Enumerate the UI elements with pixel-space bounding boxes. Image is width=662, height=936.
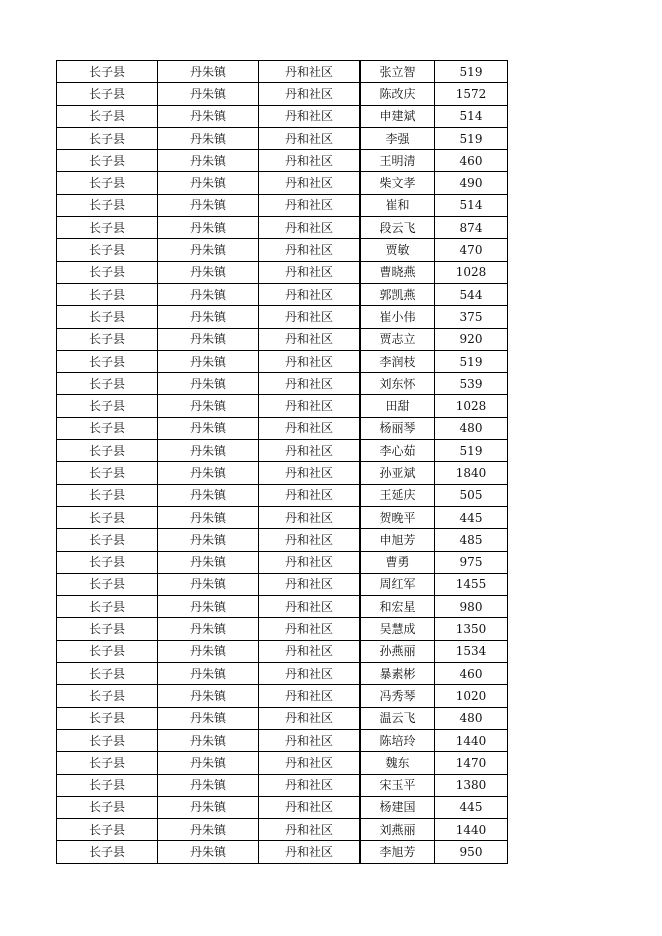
county-cell: 长子县 — [57, 819, 158, 841]
table-row — [57, 283, 508, 305]
amount-cell: 445 — [435, 506, 508, 528]
county-cell: 长子县 — [57, 506, 158, 528]
amount-cell: 485 — [435, 529, 508, 551]
table-row — [57, 484, 508, 506]
county-cell: 长子县 — [57, 83, 158, 105]
table-row — [57, 83, 508, 105]
amount-cell: 375 — [435, 306, 508, 328]
amount-cell: 470 — [435, 239, 508, 261]
community-cell: 丹和社区 — [259, 618, 361, 640]
community-cell: 丹和社区 — [259, 395, 361, 417]
person-name-cell: 刘燕丽 — [360, 819, 435, 841]
amount-cell: 519 — [435, 61, 508, 83]
town-cell: 丹朱镇 — [158, 841, 259, 863]
table-row — [57, 707, 508, 729]
person-name-cell: 李润枝 — [360, 350, 435, 372]
town-cell: 丹朱镇 — [158, 328, 259, 350]
person-name-cell: 杨建国 — [360, 796, 435, 818]
town-cell: 丹朱镇 — [158, 707, 259, 729]
town-cell: 丹朱镇 — [158, 640, 259, 662]
amount-cell: 1470 — [435, 752, 508, 774]
amount-cell: 920 — [435, 328, 508, 350]
amount-cell: 519 — [435, 127, 508, 149]
amount-cell: 514 — [435, 194, 508, 216]
table-row — [57, 551, 508, 573]
town-cell: 丹朱镇 — [158, 373, 259, 395]
community-cell: 丹和社区 — [259, 752, 361, 774]
town-cell: 丹朱镇 — [158, 663, 259, 685]
community-cell: 丹和社区 — [259, 729, 361, 751]
county-cell: 长子县 — [57, 440, 158, 462]
person-name-cell: 魏东 — [360, 752, 435, 774]
town-cell: 丹朱镇 — [158, 61, 259, 83]
amount-cell: 1028 — [435, 395, 508, 417]
county-cell: 长子县 — [57, 663, 158, 685]
amount-cell: 874 — [435, 217, 508, 239]
town-cell: 丹朱镇 — [158, 105, 259, 127]
table-row — [57, 306, 508, 328]
community-cell: 丹和社区 — [259, 217, 361, 239]
community-cell: 丹和社区 — [259, 328, 361, 350]
amount-cell: 950 — [435, 841, 508, 863]
person-name-cell: 曹晓燕 — [360, 261, 435, 283]
community-cell: 丹和社区 — [259, 61, 361, 83]
community-cell: 丹和社区 — [259, 105, 361, 127]
community-cell: 丹和社区 — [259, 596, 361, 618]
person-name-cell: 陈改庆 — [360, 83, 435, 105]
community-cell: 丹和社区 — [259, 283, 361, 305]
person-name-cell: 和宏星 — [360, 596, 435, 618]
table-row — [57, 596, 508, 618]
person-name-cell: 李强 — [360, 127, 435, 149]
town-cell: 丹朱镇 — [158, 529, 259, 551]
table-row — [57, 618, 508, 640]
person-name-cell: 张立智 — [360, 61, 435, 83]
community-cell: 丹和社区 — [259, 685, 361, 707]
person-name-cell: 孙亚斌 — [360, 462, 435, 484]
table-row — [57, 328, 508, 350]
table-row — [57, 127, 508, 149]
town-cell: 丹朱镇 — [158, 685, 259, 707]
amount-cell: 544 — [435, 283, 508, 305]
town-cell: 丹朱镇 — [158, 752, 259, 774]
town-cell: 丹朱镇 — [158, 462, 259, 484]
table-row — [57, 373, 508, 395]
table-row — [57, 796, 508, 818]
table-row — [57, 729, 508, 751]
amount-cell: 1440 — [435, 819, 508, 841]
county-cell: 长子县 — [57, 61, 158, 83]
community-cell: 丹和社区 — [259, 83, 361, 105]
county-cell: 长子县 — [57, 796, 158, 818]
county-cell: 长子县 — [57, 462, 158, 484]
amount-cell: 445 — [435, 796, 508, 818]
amount-cell: 1840 — [435, 462, 508, 484]
town-cell: 丹朱镇 — [158, 283, 259, 305]
county-cell: 长子县 — [57, 328, 158, 350]
town-cell: 丹朱镇 — [158, 127, 259, 149]
person-name-cell: 崔和 — [360, 194, 435, 216]
table-row — [57, 395, 508, 417]
community-cell: 丹和社区 — [259, 239, 361, 261]
community-cell: 丹和社区 — [259, 529, 361, 551]
table-row — [57, 640, 508, 662]
person-name-cell: 吴慧成 — [360, 618, 435, 640]
town-cell: 丹朱镇 — [158, 417, 259, 439]
community-cell: 丹和社区 — [259, 663, 361, 685]
person-name-cell: 宋玉平 — [360, 774, 435, 796]
town-cell: 丹朱镇 — [158, 440, 259, 462]
amount-cell: 519 — [435, 440, 508, 462]
community-cell: 丹和社区 — [259, 841, 361, 863]
county-cell: 长子县 — [57, 752, 158, 774]
town-cell: 丹朱镇 — [158, 729, 259, 751]
county-cell: 长子县 — [57, 194, 158, 216]
amount-cell: 460 — [435, 663, 508, 685]
town-cell: 丹朱镇 — [158, 484, 259, 506]
town-cell: 丹朱镇 — [158, 819, 259, 841]
amount-cell: 539 — [435, 373, 508, 395]
table-row — [57, 841, 508, 863]
community-cell: 丹和社区 — [259, 306, 361, 328]
town-cell: 丹朱镇 — [158, 796, 259, 818]
person-name-cell: 刘东怀 — [360, 373, 435, 395]
county-cell: 长子县 — [57, 529, 158, 551]
county-cell: 长子县 — [57, 640, 158, 662]
community-cell: 丹和社区 — [259, 127, 361, 149]
amount-cell: 1534 — [435, 640, 508, 662]
table-row — [57, 440, 508, 462]
amount-cell: 1350 — [435, 618, 508, 640]
amount-cell: 480 — [435, 417, 508, 439]
person-name-cell: 崔小伟 — [360, 306, 435, 328]
county-cell: 长子县 — [57, 551, 158, 573]
table-row — [57, 350, 508, 372]
table-row — [57, 417, 508, 439]
person-name-cell: 曹勇 — [360, 551, 435, 573]
person-name-cell: 杨丽琴 — [360, 417, 435, 439]
county-cell: 长子县 — [57, 707, 158, 729]
county-cell: 长子县 — [57, 685, 158, 707]
community-cell: 丹和社区 — [259, 506, 361, 528]
town-cell: 丹朱镇 — [158, 194, 259, 216]
amount-cell: 490 — [435, 172, 508, 194]
county-cell: 长子县 — [57, 306, 158, 328]
amount-cell: 505 — [435, 484, 508, 506]
person-name-cell: 申建斌 — [360, 105, 435, 127]
person-name-cell: 贺晚平 — [360, 506, 435, 528]
person-name-cell: 郭凯燕 — [360, 283, 435, 305]
community-cell: 丹和社区 — [259, 150, 361, 172]
table-row — [57, 685, 508, 707]
county-cell: 长子县 — [57, 618, 158, 640]
person-name-cell: 贾敏 — [360, 239, 435, 261]
table-row — [57, 105, 508, 127]
person-name-cell: 贾志立 — [360, 328, 435, 350]
county-cell: 长子县 — [57, 217, 158, 239]
table-row — [57, 506, 508, 528]
town-cell: 丹朱镇 — [158, 306, 259, 328]
county-cell: 长子县 — [57, 150, 158, 172]
county-cell: 长子县 — [57, 573, 158, 595]
amount-cell: 480 — [435, 707, 508, 729]
town-cell: 丹朱镇 — [158, 172, 259, 194]
town-cell: 丹朱镇 — [158, 395, 259, 417]
county-cell: 长子县 — [57, 417, 158, 439]
community-cell: 丹和社区 — [259, 573, 361, 595]
person-name-cell: 孙燕丽 — [360, 640, 435, 662]
community-cell: 丹和社区 — [259, 462, 361, 484]
amount-cell: 1572 — [435, 83, 508, 105]
table-row — [57, 462, 508, 484]
town-cell: 丹朱镇 — [158, 506, 259, 528]
table-row — [57, 261, 508, 283]
county-cell: 长子县 — [57, 127, 158, 149]
county-cell: 长子县 — [57, 283, 158, 305]
table-body — [57, 61, 508, 864]
person-name-cell: 李旭芳 — [360, 841, 435, 863]
county-cell: 长子县 — [57, 239, 158, 261]
town-cell: 丹朱镇 — [158, 551, 259, 573]
town-cell: 丹朱镇 — [158, 618, 259, 640]
table-row — [57, 239, 508, 261]
community-cell: 丹和社区 — [259, 172, 361, 194]
town-cell: 丹朱镇 — [158, 239, 259, 261]
community-cell: 丹和社区 — [259, 484, 361, 506]
data-table — [56, 60, 508, 864]
person-name-cell: 温云飞 — [360, 707, 435, 729]
person-name-cell: 王延庆 — [360, 484, 435, 506]
community-cell: 丹和社区 — [259, 819, 361, 841]
person-name-cell: 李心茹 — [360, 440, 435, 462]
table-row — [57, 752, 508, 774]
person-name-cell: 暴素彬 — [360, 663, 435, 685]
amount-cell: 975 — [435, 551, 508, 573]
community-cell: 丹和社区 — [259, 774, 361, 796]
table-row — [57, 150, 508, 172]
amount-cell: 980 — [435, 596, 508, 618]
person-name-cell: 王明清 — [360, 150, 435, 172]
table-row — [57, 217, 508, 239]
town-cell: 丹朱镇 — [158, 774, 259, 796]
person-name-cell: 周红军 — [360, 573, 435, 595]
amount-cell: 1440 — [435, 729, 508, 751]
county-cell: 长子县 — [57, 172, 158, 194]
town-cell: 丹朱镇 — [158, 350, 259, 372]
table-row — [57, 573, 508, 595]
town-cell: 丹朱镇 — [158, 261, 259, 283]
person-name-cell: 田甜 — [360, 395, 435, 417]
county-cell: 长子县 — [57, 105, 158, 127]
community-cell: 丹和社区 — [259, 373, 361, 395]
town-cell: 丹朱镇 — [158, 217, 259, 239]
amount-cell: 1020 — [435, 685, 508, 707]
town-cell: 丹朱镇 — [158, 596, 259, 618]
county-cell: 长子县 — [57, 596, 158, 618]
town-cell: 丹朱镇 — [158, 573, 259, 595]
amount-cell: 1380 — [435, 774, 508, 796]
county-cell: 长子县 — [57, 395, 158, 417]
town-cell: 丹朱镇 — [158, 83, 259, 105]
table-row — [57, 61, 508, 83]
county-cell: 长子县 — [57, 350, 158, 372]
table-row — [57, 172, 508, 194]
community-cell: 丹和社区 — [259, 350, 361, 372]
county-cell: 长子县 — [57, 774, 158, 796]
community-cell: 丹和社区 — [259, 417, 361, 439]
person-name-cell: 段云飞 — [360, 217, 435, 239]
community-cell: 丹和社区 — [259, 551, 361, 573]
community-cell: 丹和社区 — [259, 261, 361, 283]
table-row — [57, 194, 508, 216]
table-row — [57, 529, 508, 551]
table-row — [57, 663, 508, 685]
county-cell: 长子县 — [57, 373, 158, 395]
amount-cell: 460 — [435, 150, 508, 172]
amount-cell: 514 — [435, 105, 508, 127]
amount-cell: 519 — [435, 350, 508, 372]
person-name-cell: 陈培玲 — [360, 729, 435, 751]
community-cell: 丹和社区 — [259, 440, 361, 462]
table-row — [57, 819, 508, 841]
county-cell: 长子县 — [57, 841, 158, 863]
person-name-cell: 柴文孝 — [360, 172, 435, 194]
table-row — [57, 774, 508, 796]
amount-cell: 1455 — [435, 573, 508, 595]
person-name-cell: 申旭芳 — [360, 529, 435, 551]
county-cell: 长子县 — [57, 484, 158, 506]
person-name-cell: 冯秀琴 — [360, 685, 435, 707]
community-cell: 丹和社区 — [259, 796, 361, 818]
county-cell: 长子县 — [57, 729, 158, 751]
community-cell: 丹和社区 — [259, 640, 361, 662]
county-cell: 长子县 — [57, 261, 158, 283]
community-cell: 丹和社区 — [259, 194, 361, 216]
town-cell: 丹朱镇 — [158, 150, 259, 172]
amount-cell: 1028 — [435, 261, 508, 283]
community-cell: 丹和社区 — [259, 707, 361, 729]
